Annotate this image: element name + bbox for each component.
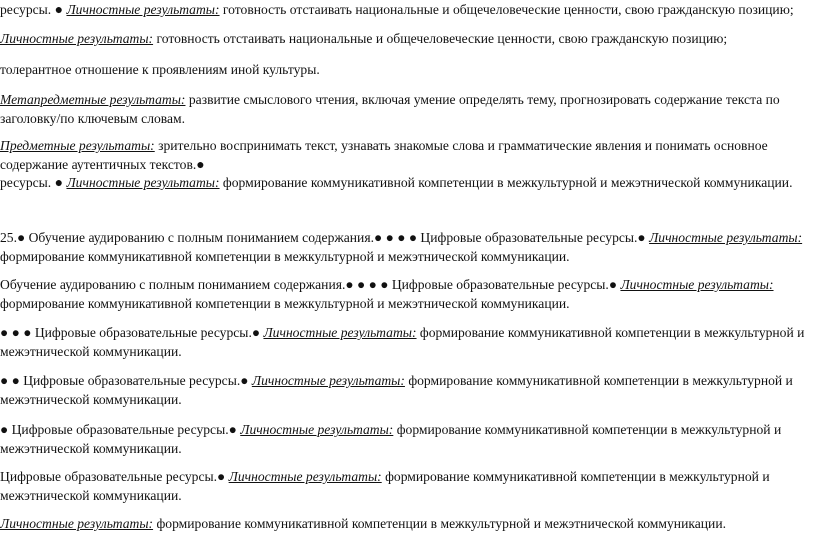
paragraph-12 <box>0 467 812 505</box>
section-label: Личностные результаты: <box>240 422 394 437</box>
paragraph-3 <box>0 60 812 79</box>
paragraph-2 <box>0 29 812 48</box>
paragraph-text: формирование коммуникативной компетенции в межкультурной и межэтнической коммуникации. <box>219 175 793 190</box>
paragraph-lead: 25.● Обучение аудированию с полным пониманием содержания.● ● ● ● Цифровые образовательные ресурсы.● <box>0 230 646 245</box>
paragraph-text: формирование коммуникативной компетенции в межкультурной и межэтнической коммуникации. <box>0 469 770 503</box>
paragraph-text: формирование коммуникативной компетенции в межкультурной и межэтнической коммуникации. <box>0 296 570 311</box>
section-label: Личностные результаты: <box>649 230 803 245</box>
section-label: Личностные результаты: <box>0 516 154 531</box>
paragraph-10 <box>0 371 812 409</box>
paragraph-4 <box>0 90 812 128</box>
paragraph-5 <box>0 136 812 175</box>
paragraph-text: формирование коммуникативной компетенции в межкультурной и межэтнической коммуникации. <box>0 325 805 359</box>
paragraph-text: готовность отстаивать национальные и общечеловеческие ценности, свою гражданскую позицию; <box>153 31 728 46</box>
paragraph-lead: ● Цифровые образовательные ресурсы.● <box>0 422 237 437</box>
paragraph-lead: Цифровые образовательные ресурсы.● <box>0 469 226 484</box>
paragraph-11 <box>0 420 812 458</box>
section-label: Личностные результаты: <box>66 175 220 190</box>
paragraph-6 <box>0 173 812 193</box>
paragraph-lead: Обучение аудированию с полным пониманием содержания.● ● ● ● Цифровые образовательные ресурсы.● <box>0 277 618 292</box>
section-label: Личностные результаты: <box>620 277 774 292</box>
paragraph-7 <box>0 228 812 266</box>
paragraph-text: развитие смыслового чтения, включая умение определять тему, прогнозировать содержание текста по заголовку/по ключевым словам. <box>0 92 780 126</box>
bullet-dot: ● <box>196 158 205 173</box>
paragraph-text: формирование коммуникативной компетенции в межкультурной и межэтнической коммуникации. <box>153 516 727 531</box>
paragraph-text: готовность отстаивать национальные и общечеловеческие ценности, свою гражданскую позицию; <box>219 2 794 17</box>
paragraph-text: толерантное отношение к проявлениям иной культуры. <box>0 62 320 77</box>
paragraph-lead: ● ● Цифровые образовательные ресурсы.● <box>0 373 249 388</box>
paragraph-lead: ресурсы. <box>0 175 52 190</box>
bullet-dot: ● <box>54 176 64 191</box>
paragraph-9 <box>0 323 812 361</box>
paragraph-text: зрительно воспринимать текст, узнавать знакомые слова и грамматические явления и понимать основное содержание аутентичных текстов. <box>0 138 768 172</box>
paragraph-lead: ● ● ● Цифровые образовательные ресурсы.● <box>0 325 261 340</box>
paragraph-text: формирование коммуникативной компетенции в межкультурной и межэтнической коммуникации. <box>0 422 782 456</box>
bullet-dot: ● <box>54 3 64 18</box>
paragraph-lead: ресурсы. <box>0 2 52 17</box>
section-label: Личностные результаты: <box>251 373 405 388</box>
section-label: Предметные результаты: <box>0 138 155 153</box>
paragraph-text: формирование коммуникативной компетенции в межкультурной и межэтнической коммуникации. <box>0 249 570 264</box>
section-label: Личностные результаты: <box>66 2 220 17</box>
paragraph-8 <box>0 275 812 313</box>
section-label: Личностные результаты: <box>0 31 154 46</box>
section-label: Личностные результаты: <box>228 469 382 484</box>
section-label: Метапредметные результаты: <box>0 92 186 107</box>
paragraph-13 <box>0 514 812 533</box>
section-label: Личностные результаты: <box>263 325 417 340</box>
paragraph-text: формирование коммуникативной компетенции в межкультурной и межэтнической коммуникации. <box>0 373 793 407</box>
paragraph-1 <box>0 0 812 20</box>
